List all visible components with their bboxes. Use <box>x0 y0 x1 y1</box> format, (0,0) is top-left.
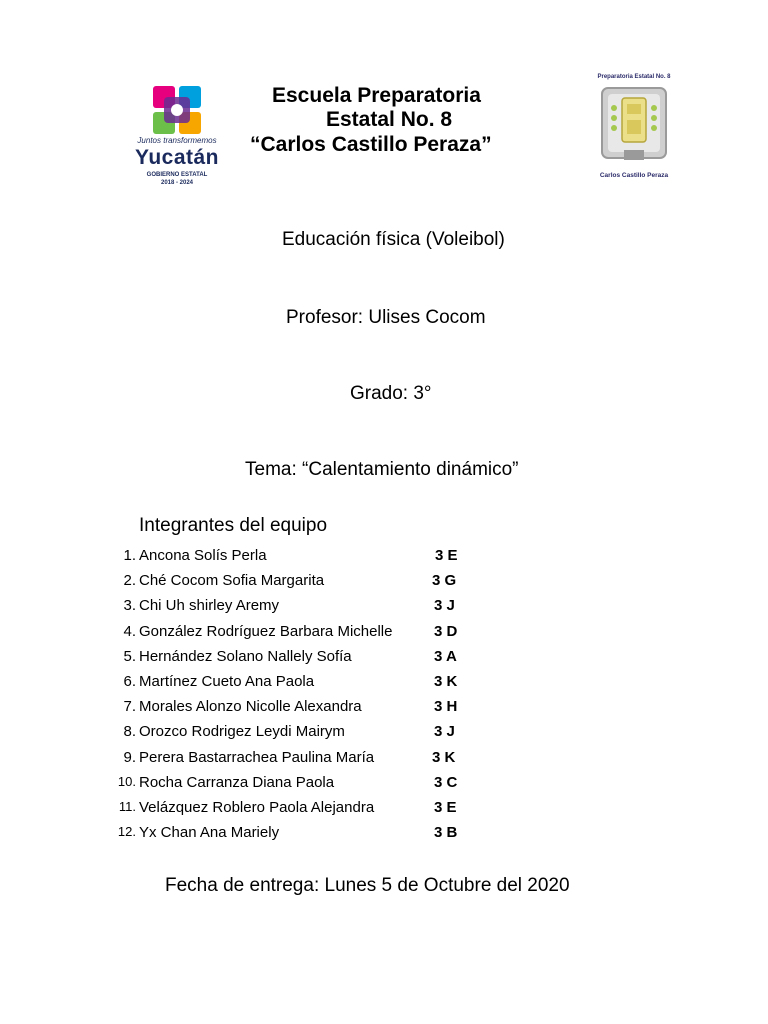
team-heading: Integrantes del equipo <box>139 515 328 536</box>
member-number: 3. <box>123 597 136 615</box>
yucatan-emblem-icon <box>124 84 230 136</box>
member-number: 9. <box>123 748 136 766</box>
member-group: 3 B <box>434 824 458 842</box>
yucatan-government-logo <box>124 84 230 188</box>
member-group: 3 E <box>434 799 457 816</box>
team-member-row <box>0 723 768 745</box>
topic-line: Tema: “Calentamiento dinámico” <box>245 459 519 480</box>
subject-line: Educación física (Voleibol) <box>282 229 505 250</box>
school-title-line3: “Carlos Castillo Peraza” <box>250 133 492 156</box>
preparatoria-emblem-icon <box>584 84 684 170</box>
member-group: 3 J <box>434 723 455 741</box>
member-group: 3 C <box>434 773 458 791</box>
member-group: 3 K <box>432 748 456 766</box>
logo-gobierno: GOBIERNO ESTATAL <box>146 172 208 178</box>
member-name: Velázquez Roblero Paola Alejandra <box>139 799 375 816</box>
team-member-row <box>0 698 768 720</box>
member-number: 6. <box>123 673 136 690</box>
member-name: Hernández Solano Nallely Sofía <box>139 647 352 665</box>
member-number: 11. <box>118 799 136 814</box>
team-member-row <box>0 824 768 846</box>
member-name: Perera Bastarrachea Paulina María <box>139 748 375 766</box>
team-member-row <box>0 547 768 569</box>
member-name: Yx Chan Ana Mariely <box>139 824 280 842</box>
member-name: González Rodríguez Barbara Michelle <box>139 622 393 640</box>
member-name: Ché Cocom Sofia Margarita <box>139 572 325 590</box>
logo-prep-top-text: Preparatoria Estatal No. 8 <box>597 74 671 80</box>
member-number: 2. <box>123 572 136 590</box>
team-member-row <box>0 648 768 670</box>
member-group: 3 D <box>434 622 458 640</box>
member-group: 3 J <box>434 597 455 615</box>
member-group: 3 H <box>434 698 458 716</box>
member-name: Ancona Solís Perla <box>139 547 267 564</box>
school-title-line1: Escuela Preparatoria <box>272 84 481 107</box>
logo-years: 2018 - 2024 <box>160 180 194 186</box>
preparatoria-logo <box>584 72 684 184</box>
member-number: 5. <box>123 647 136 665</box>
member-name: Morales Alonzo Nicolle Alexandra <box>139 698 362 716</box>
member-number: 12. <box>117 824 136 840</box>
member-group: 3 A <box>434 647 457 665</box>
member-name: Chi Uh shirley Aremy <box>139 597 280 615</box>
member-name: Rocha Carranza Diana Paola <box>139 773 335 791</box>
member-name: Orozco Rodrigez Leydi Mairym <box>139 723 345 741</box>
team-member-row <box>0 572 768 594</box>
member-group: 3 E <box>435 547 458 564</box>
member-number: 10. <box>117 773 136 789</box>
team-member-row <box>0 623 768 645</box>
teacher-line: Profesor: Ulises Cocom <box>286 307 486 328</box>
grade-line: Grado: 3° <box>350 383 432 404</box>
school-title-line2: Estatal No. 8 <box>326 108 453 131</box>
member-group: 3 K <box>434 673 458 690</box>
member-number: 4. <box>123 622 136 640</box>
member-group: 3 G <box>432 572 457 590</box>
team-member-row <box>0 673 768 695</box>
team-member-row <box>0 749 768 771</box>
team-member-row <box>0 597 768 619</box>
team-member-row <box>0 799 768 821</box>
member-name: Martínez Cueto Ana Paola <box>139 673 315 690</box>
due-date-line: Fecha de entrega: Lunes 5 de Octubre del 2020 <box>165 875 570 896</box>
member-number: 1. <box>123 547 136 564</box>
team-member-row <box>0 774 768 796</box>
member-number: 7. <box>123 698 136 716</box>
logo-tagline: Juntos transformemos <box>137 136 217 145</box>
logo-wordmark: Yucatán <box>134 146 220 169</box>
logo-prep-bottom-text: Carlos Castillo Peraza <box>599 172 669 179</box>
member-number: 8. <box>123 723 136 741</box>
